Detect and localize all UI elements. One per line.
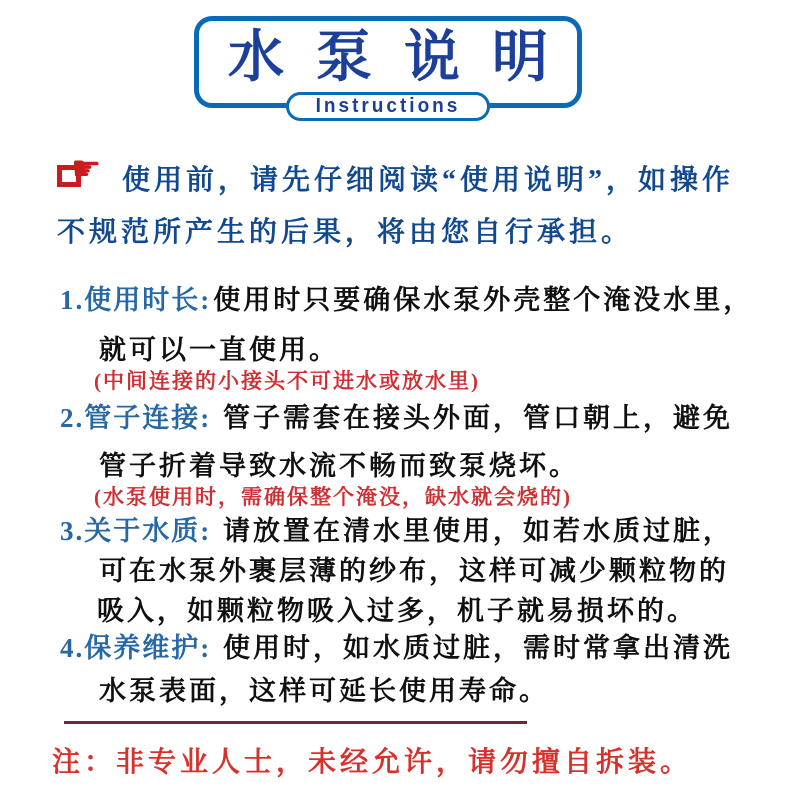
item-1-line-2: 就可以一直使用。: [99, 335, 339, 365]
item-3-line-3: 吸入，如颗粒物吸入过多，机子就易损坏的。: [97, 596, 697, 626]
item-2-line-2: 管子折着导致水流不畅而致泵烧坏。: [99, 451, 579, 481]
item-1-note: (中间连接的小接头不可进水或放水里): [94, 369, 480, 393]
page-subtitle: Instructions: [315, 94, 461, 117]
item-2-line-1: [60, 396, 733, 435]
item-3-text: 请放置在清水里使用，如若水质过脏，: [213, 516, 733, 546]
pointing-hand-icon: [57, 149, 119, 192]
item-3-line-1: [60, 509, 733, 548]
item-4-line-2: 水泵表面，这样可延长使用寿命。: [99, 676, 549, 706]
item-1-line-1: [60, 278, 753, 317]
item-4-line-1: [60, 626, 733, 665]
item-1-label: 1.使用时长:: [60, 285, 212, 315]
item-4-label: 4.保养维护:: [60, 633, 212, 663]
pointing-hand-glyph: ☛: [71, 149, 102, 189]
footer-divider: [64, 721, 527, 724]
item-2-text: 管子需套在接头外面，管口朝上，避免: [213, 403, 733, 433]
header-subtitle-pill: [286, 92, 490, 121]
intro-line-2: 不规范所产生的后果，将由您自行承担。: [57, 217, 634, 248]
footer-warning-note: 注：非专业人士，未经允许，请勿擅自拆装。: [52, 747, 693, 778]
item-4-text: 使用时，如水质过脏，需时常拿出清洗: [213, 633, 733, 663]
item-3-label: 3.关于水质:: [60, 516, 212, 546]
item-1-text: 使用时只要确保水泵外壳整个淹没水里，: [213, 285, 754, 315]
intro-line-1: 使用前，请先仔细阅读“使用说明”，如操作: [122, 165, 735, 196]
item-2-note: (水泵使用时，需确保整个淹没，缺水就会烧的): [94, 485, 572, 509]
page-title: 水泵说明: [228, 27, 580, 89]
item-2-label: 2.管子连接:: [60, 403, 212, 433]
item-3-line-2: 可在水泵外裹层薄的纱布，这样可减少颗粒物的: [99, 556, 729, 586]
